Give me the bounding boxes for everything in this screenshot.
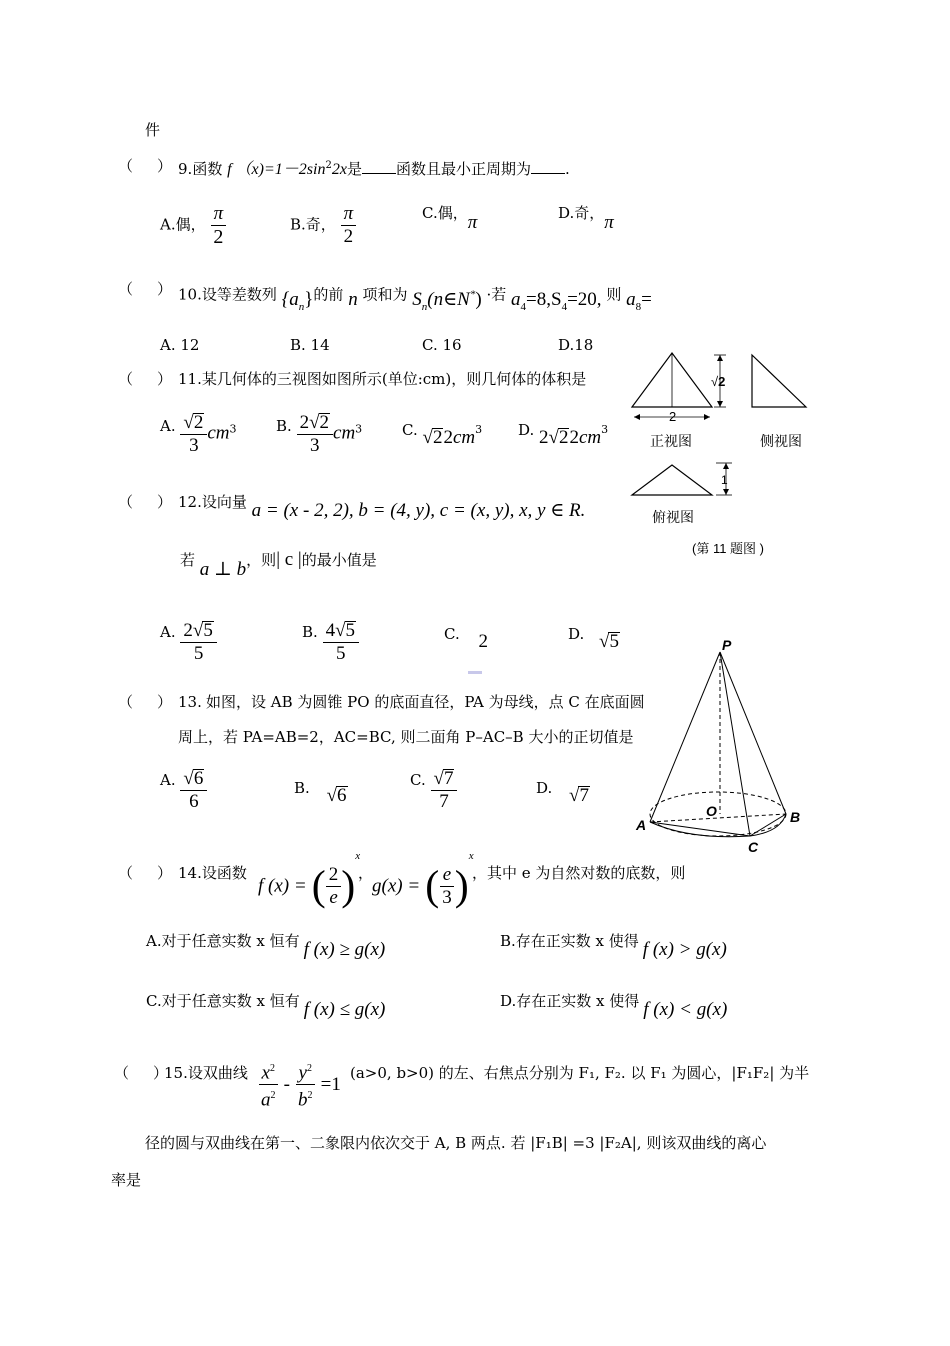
dim-arrow: [717, 401, 723, 407]
diameter-AB: [650, 814, 786, 822]
question-14-tail: ，其中 e 为自然对数的底数，则: [472, 864, 686, 882]
answer-paren[interactable]: （ ）: [118, 493, 173, 511]
option-a[interactable]: A. $\frac{√2}{3}$ $cm^3$: [160, 412, 237, 456]
question-15-stem: 15.设双曲线: [164, 1064, 248, 1082]
option-b[interactable]: B. 14: [290, 336, 330, 354]
question-13-stem: 13.: [178, 693, 202, 711]
option-a[interactable]: A. $\frac{√6}{6}$: [160, 768, 207, 813]
answer-paren[interactable]: （ ）: [118, 864, 173, 882]
figure-caption: (第 11 题图 ): [692, 541, 764, 556]
question-15-line3: 率是: [111, 1171, 142, 1189]
option-d[interactable]: D.18: [558, 336, 594, 354]
dim-arrow: [717, 355, 723, 361]
option-b[interactable]: B. $\frac{4√5}{5}$: [302, 620, 359, 665]
question-14-stem: 14.设函数: [178, 864, 247, 882]
generatrix-PA: [650, 652, 720, 822]
continuation-text: 件: [145, 121, 161, 139]
option-a[interactable]: A.偶， $\frac{\pi}{2}$: [160, 203, 226, 248]
side-view-label: 侧视图: [760, 433, 802, 449]
answer-paren[interactable]: （ ）: [118, 693, 173, 711]
question-12-condition: 若 a ⊥ b，则| c |的最小值是: [180, 549, 377, 580]
top-view-label: 俯视图: [652, 509, 694, 525]
option-d[interactable]: D.存在正实数 x 使得 f (x) < g(x): [500, 992, 728, 1020]
answer-paren[interactable]: （ ）: [118, 280, 173, 298]
segment-BC: [750, 814, 786, 836]
option-a[interactable]: A. $\frac{2√5}{5}$: [160, 620, 217, 665]
option-c[interactable]: C. $√22cm^3$: [402, 421, 483, 448]
cone-figure: [630, 632, 820, 860]
question-13-line1: 如图，设 AB 为圆锥 PO 的底面直径，PA 为母线，点 C 在底面圆: [206, 693, 645, 711]
side-view-shape: [752, 355, 806, 407]
label-P: P: [722, 637, 732, 653]
answer-paren[interactable]: （ ）: [118, 370, 173, 388]
front-view-label: 正视图: [650, 433, 692, 449]
dim-arrow: [723, 489, 729, 495]
option-d[interactable]: D. √7: [536, 779, 589, 806]
decorative-mark: [468, 671, 482, 674]
separator: ，: [358, 864, 374, 882]
option-a[interactable]: A. 12: [160, 336, 200, 354]
generatrix-PB: [720, 652, 786, 814]
dim-top-label: 1: [721, 473, 728, 487]
question-15-condition: (a>0, b>0) 的左、右焦点分别为 F₁, F₂. 以 F₁ 为圆心，|F₁F₂| 为半: [350, 1064, 810, 1082]
g-definition: g(x) = ( $\frac{e}{3}$ )$^x$: [372, 850, 474, 910]
dim-height-label: √2: [711, 374, 726, 389]
option-c[interactable]: C. 16: [422, 336, 462, 354]
top-view-shape: [632, 465, 712, 495]
option-c[interactable]: C. 2: [444, 625, 488, 652]
blank-1[interactable]: [362, 159, 396, 174]
option-b[interactable]: B. √6: [294, 779, 347, 806]
cone-base-front: [650, 814, 786, 837]
option-d[interactable]: D. √5: [568, 625, 619, 652]
option-b[interactable]: B.存在正实数 x 使得 f (x) > g(x): [500, 932, 727, 960]
option-a[interactable]: A.对于任意实数 x 恒有 f (x) ≥ g(x): [146, 932, 386, 960]
question-9-stem: 9.函数 f $(x)=1-2\sin^22x$是 函数且最小正周期为 .: [178, 160, 570, 178]
question-10-stem: 10.设等差数列 $\{a_n\}$的前 n 项和为 $S_n(n\in N^*)$ ·若 $a_4=8,S_4=20$, 则 $a_8=$: [178, 285, 652, 314]
label-O: O: [706, 803, 717, 819]
blank-2[interactable]: [531, 159, 565, 174]
question-11-stem: 11.某几何体的三视图如图所示(单位:cm)，则几何体的体积是: [178, 370, 587, 388]
option-d[interactable]: D. $2√22cm^3$: [518, 421, 609, 448]
option-b[interactable]: B. $\frac{2√2}{3}$ $cm^3$: [276, 412, 363, 456]
f-definition: f (x) = ( $\frac{2}{e}$ )$^x$: [258, 850, 361, 910]
segment-AC: [650, 822, 750, 836]
label-B: B: [790, 809, 801, 825]
question-15-line2: 径的圆与双曲线在第一、二象限内依次交于 A, B 两点. 若 |F₁B| =3 |F₂A|, 则该双曲线的离心: [145, 1134, 767, 1152]
dim-arrow: [704, 414, 710, 420]
three-view-figure: [620, 345, 820, 560]
option-c[interactable]: C.对于任意实数 x 恒有 f (x) ≤ g(x): [146, 992, 386, 1020]
answer-paren[interactable]: （ ）: [114, 1064, 169, 1082]
option-b[interactable]: B.奇， $\frac{\pi}{2}$: [290, 203, 356, 248]
label-A: A: [636, 817, 647, 833]
option-c[interactable]: C. $\frac{√7}{7}$: [410, 768, 457, 813]
question-12-stem: 12.设向量 a = (x - 2, 2), b = (4, y), c = (x, y), x, y ∈ R.: [178, 493, 586, 521]
dim-arrow: [634, 414, 640, 420]
segment-PC: [720, 652, 750, 836]
dim-arrow: [723, 463, 729, 469]
label-C: C: [748, 839, 759, 855]
answer-paren[interactable]: （ ）: [118, 157, 173, 175]
hyperbola-equation: $\frac{x^2}{a^2}$ - $\frac{y^2}{b^2}$ =1: [258, 1058, 341, 1112]
option-d[interactable]: D.奇，π: [558, 204, 614, 233]
dim-width-label: 2: [669, 409, 677, 424]
question-13-line2: 周上，若 PA=AB=2，AC=BC, 则二面角 P–AC–B 大小的正切值是: [178, 728, 634, 746]
option-c[interactable]: C.偶，π: [422, 204, 478, 233]
